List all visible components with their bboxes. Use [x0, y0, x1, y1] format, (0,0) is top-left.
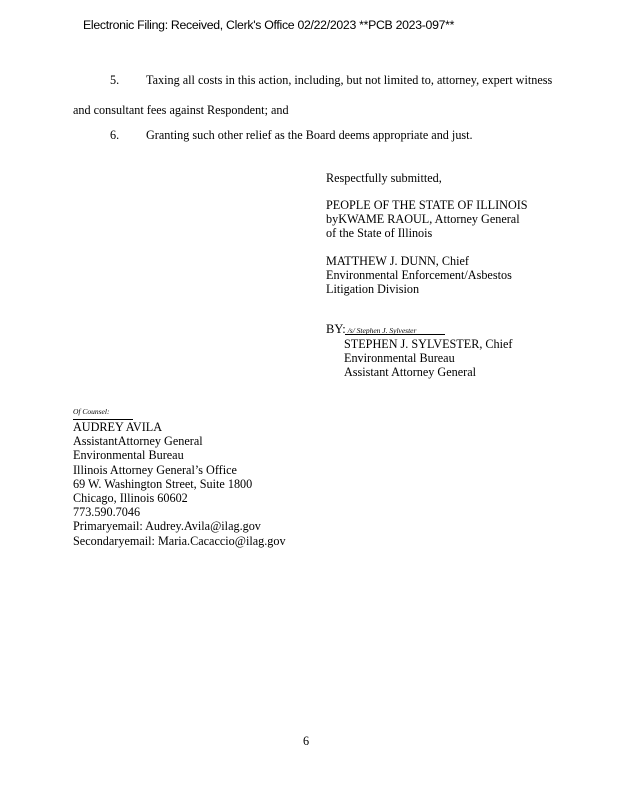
of-counsel-label: Of Counsel: [73, 407, 110, 416]
counsel-line: 773.590.7046 [73, 505, 141, 520]
electronic-signature: /s/ Stephen J. Sylvester [347, 326, 417, 335]
chief-block [326, 254, 512, 297]
counsel-line: Chicago, Illinois 60602 [73, 491, 188, 506]
chief-line: MATTHEW J. DUNN, Chief [326, 254, 469, 268]
closing-salutation: Respectfully submitted, [326, 171, 442, 185]
signer-line: Environmental Bureau [344, 351, 455, 366]
people-line: PEOPLE OF THE STATE OF ILLINOIS [326, 198, 528, 212]
people-block [326, 198, 528, 241]
signer-line: STEPHEN J. SYLVESTER, Chief [344, 337, 513, 351]
item-5-text-line-2: and consultant fees against Respondent; and [73, 103, 289, 117]
counsel-line: AUDREY AVILA [73, 420, 163, 434]
of-counsel-block [73, 420, 286, 548]
signature-rule [345, 334, 445, 335]
item-6-text: Granting such other relief as the Board deems appropriate and just. [146, 128, 473, 142]
chief-line: Environmental Enforcement/Asbestos [326, 268, 512, 283]
page-number: 6 [303, 734, 310, 748]
item-5-number: 5. [110, 73, 120, 87]
filing-stamp-header: Electronic Filing: Received, Clerk's Office 02/22/2023 **PCB 2023-097** [83, 18, 455, 32]
people-line: byKWAME RAOUL, Attorney General [326, 212, 520, 227]
counsel-line: Illinois Attorney General’s Office [73, 462, 237, 477]
people-line: of the State of Illinois [326, 226, 433, 241]
item-5-text-line-1: Taxing all costs in this action, including, but not limited to, attorney, expert witness [146, 73, 553, 87]
counsel-line: Environmental Bureau [73, 448, 184, 463]
counsel-line: AssistantAttorney General [73, 434, 203, 449]
counsel-line: Secondaryemail: Maria.Cacaccio@ilag.gov [73, 533, 286, 548]
counsel-line: 69 W. Washington Street, Suite 1800 [73, 476, 253, 491]
signer-block [344, 337, 513, 380]
item-6-number: 6. [110, 128, 120, 142]
counsel-line: Primaryemail: Audrey.Avila@ilag.gov [73, 519, 261, 534]
by-label: BY: [326, 322, 346, 336]
chief-line: Litigation Division [326, 282, 420, 297]
signer-line: Assistant Attorney General [344, 365, 477, 380]
